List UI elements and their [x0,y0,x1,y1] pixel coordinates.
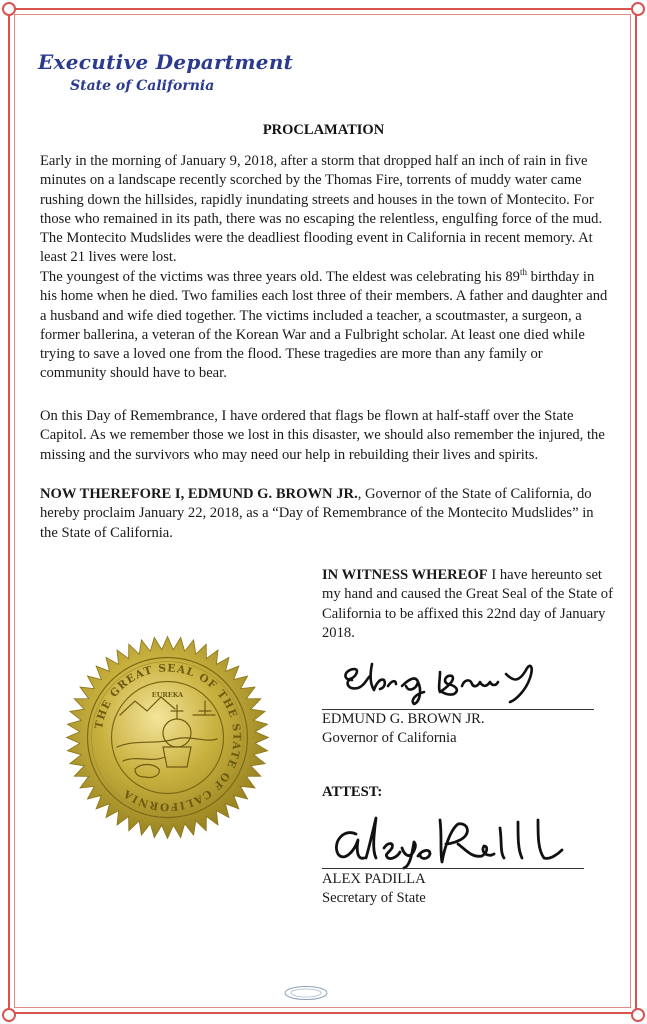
paragraph-1: Early in the morning of January 9, 2018, after a storm that dropped half an inch of rain in five minutes on a landscape recently scorched by the Thomas Fire, torrents of muddy water came rushing down the hillsides, rapidly inundating streets and houses in the town of Montecito. For those who remained in its path, there was no escaping the relentless, engulfing force of the mud. The Montecito Mudslides were the deadliest flooding event in California in recent memory. At least 21 lives were lost. [40,153,603,266]
paragraph-4-rest: , Governor of the State of California, do hereby proclaim January 22, 2018, as a “Day of Remembrance of the Montecito Mudslides” in the State of California. [40,486,594,541]
secretary-signature [322,808,592,872]
great-seal-emblem [65,635,270,840]
corner-ornament [2,1008,16,1022]
corner-ornament [2,2,16,16]
corner-ornament [631,1008,645,1022]
witness-text: I have hereunto set my hand and caused the Great Seal of the State of California to be affixed this 22nd day of January 2018. [322,567,613,641]
document-title: PROCLAMATION [262,122,385,138]
paper-mark-icon [283,985,329,1001]
governor-signature-block [322,710,485,749]
signature-line [322,868,584,869]
seal-motto: EUREKA [151,691,184,699]
paragraph-4 [40,485,612,543]
paragraph-2-part-b: birthday in his home when he died. Two families each lost three of their members. A father and daughter and a husband and wife died together. The victims included a teacher, a scoutmaster, a surgeon, a former ballerina, a veteran of the Korean War and a Fulbright scholar. At least one died while trying to save a loved one from the flood. These tragedies are more than any family or community should have to bear. [40,269,608,382]
governor-signature [330,650,560,710]
paragraph-2-part-a: The youngest of the victims was three years old. The eldest was celebrating his 89 [40,269,520,285]
governor-name: EDMUND G. BROWN JR. [322,711,485,727]
letterhead [38,50,293,94]
secretary-name: ALEX PADILLA [322,871,426,887]
paragraph-3: On this Day of Remembrance, I have ordered that flags be flown at half-staff over the State Capitol. As we remember those we lost in this disaster, we should also remember the injured, the missing and the survivors who may need our help in rebuilding their lives and spirits. [40,408,605,463]
state-name: State of California [70,78,215,94]
paragraph-2 [40,268,612,384]
seal-ring-text: THE GREAT SEAL OF THE STATE OF CALIFORNIA [93,662,243,813]
secretary-signature-block [322,870,426,909]
governor-title: Governor of California [322,730,457,747]
attest-label: ATTEST: [322,784,383,800]
ordinal-suffix: th [519,267,527,278]
corner-ornament [631,2,645,16]
witness-heading: IN WITNESS WHEREOF [322,567,488,583]
proclamation-declarant: NOW THEREFORE I, EDMUND G. BROWN JR. [40,486,358,502]
department-name: Executive Department [38,50,294,74]
witness-clause [322,566,622,643]
secretary-title: Secretary of State [322,890,426,907]
